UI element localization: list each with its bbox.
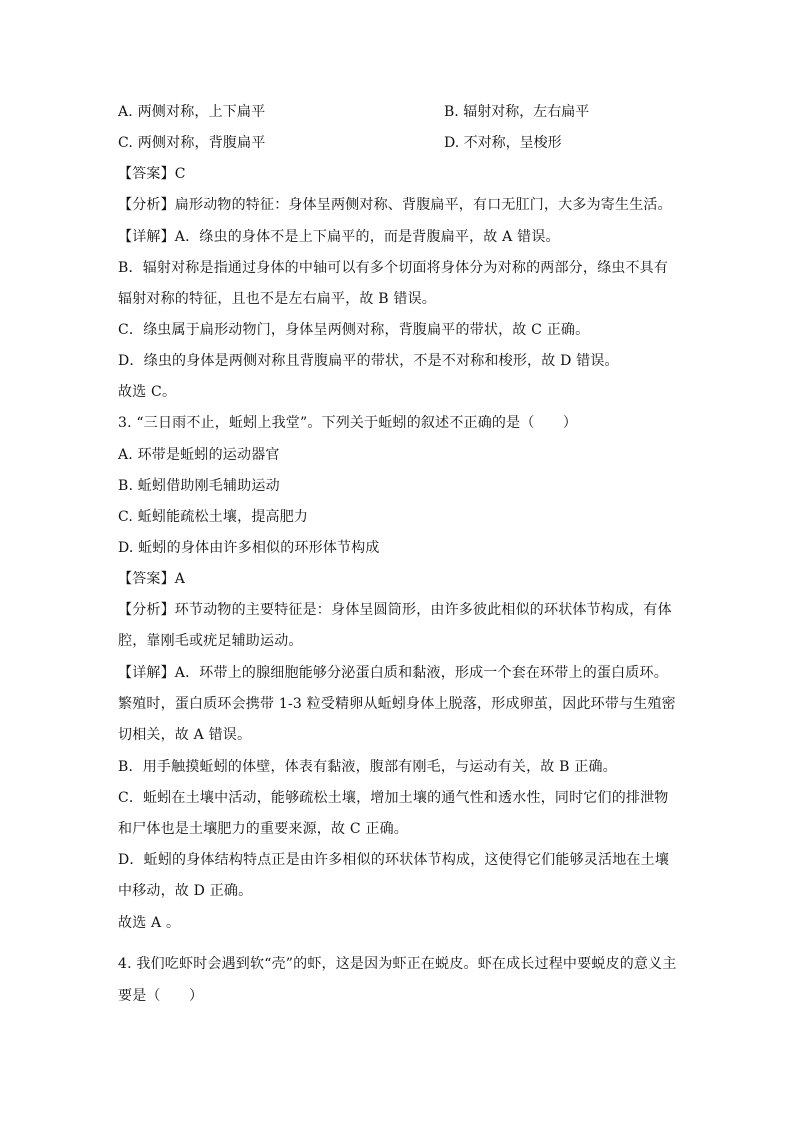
q3-analysis-line: 腔，靠刚毛或疣足辅助运动。 xyxy=(118,633,303,649)
q3-stem: 3. “三日雨不止，蚯蚓上我堂”。下列关于蚯蚓的叙述不正确的是（ ） xyxy=(118,415,578,431)
q2-detail-line: 辐射对称的特征，且也不是左右扁平，故 B 错误。 xyxy=(118,291,436,307)
q3-conclusion: 故选 A 。 xyxy=(118,915,181,931)
q2-detail-line: 【详解】A．绦虫的身体不是上下扁平的，而是背腹扁平，故 A 错误。 xyxy=(118,229,560,245)
q3-detail-line: B．用手触摸蚯蚓的体壁，体表有黏液，腹部有刚毛，与运动有关，故 B 正确。 xyxy=(118,759,617,775)
q3-option-c: C. 蚯蚓能疏松土壤，提高肥力 xyxy=(118,509,309,525)
q3-detail-line: 【详解】A．环带上的腺细胞能够分泌蛋白质和黏液，形成一个套在环带上的蛋白质环。 xyxy=(118,665,668,681)
q2-option-d: D. 不对称，呈梭形 xyxy=(444,135,562,151)
q2-conclusion: 故选 C。 xyxy=(118,384,177,400)
q3-detail-line: C．蚯蚓在土壤中活动，能够疏松土壤，增加土壤的通气性和透水性，同时它们的排泄物 xyxy=(118,790,669,806)
q2-option-b: B. 辐射对称，左右扁平 xyxy=(444,104,590,120)
q3-detail-line: 繁殖时，蛋白质环会携带 1-3 粒受精卵从蚯蚓身体上脱落，形成卵茧，因此环带与生殖密 xyxy=(118,696,676,712)
q4-stem-line: 4. 我们吃虾时会遇到软“壳”的虾，这是因为虾正在蜕皮。虾在成长过程中要蜕皮的意义主 xyxy=(118,956,677,972)
q2-detail-line: B．辐射对称是指通过身体的中轴可以有多个切面将身体分为对称的两部分，绦虫不具有 xyxy=(118,260,669,276)
q2-analysis: 【分析】扁形动物的特征：身体呈两侧对称、背腹扁平，有口无肛门，大多为寄生生活。 xyxy=(118,197,672,213)
q3-option-b: B. 蚯蚓借助刚毛辅助运动 xyxy=(118,478,280,494)
q2-detail-line: C．绦虫属于扁形动物门，身体呈两侧对称，背腹扁平的带状，故 C 正确。 xyxy=(118,322,590,338)
q2-option-a: A. 两侧对称，上下扁平 xyxy=(118,104,266,120)
q3-detail-line: 切相关，故 A 错误。 xyxy=(118,727,252,743)
q3-option-a: A. 环带是蚯蚓的运动器官 xyxy=(118,447,280,463)
q4-stem-line: 要是（ ） xyxy=(118,988,204,1004)
q3-detail-line: 和尸体也是土壤肥力的重要来源，故 C 正确。 xyxy=(118,821,409,837)
q3-option-d: D. 蚯蚓的身体由许多相似的环形体节构成 xyxy=(118,540,380,556)
q2-detail-line: D．绦虫的身体是两侧对称且背腹扁平的带状，不是不对称和梭形，故 D 错误。 xyxy=(118,353,619,369)
q3-detail-line: 中移动，故 D 正确。 xyxy=(118,883,253,899)
q3-analysis-line: 【分析】环节动物的主要特征是：身体呈圆筒形，由许多彼此相似的环状体节构成，有体 xyxy=(118,602,672,618)
q2-option-c: C. 两侧对称，背腹扁平 xyxy=(118,135,266,151)
q3-answer: 【答案】A xyxy=(118,571,186,587)
q2-answer: 【答案】C xyxy=(118,166,186,182)
q3-detail-line: D．蚯蚓的身体结构特点正是由许多相似的环状体节构成，这使得它们能够灵活地在土壤 xyxy=(118,852,670,868)
